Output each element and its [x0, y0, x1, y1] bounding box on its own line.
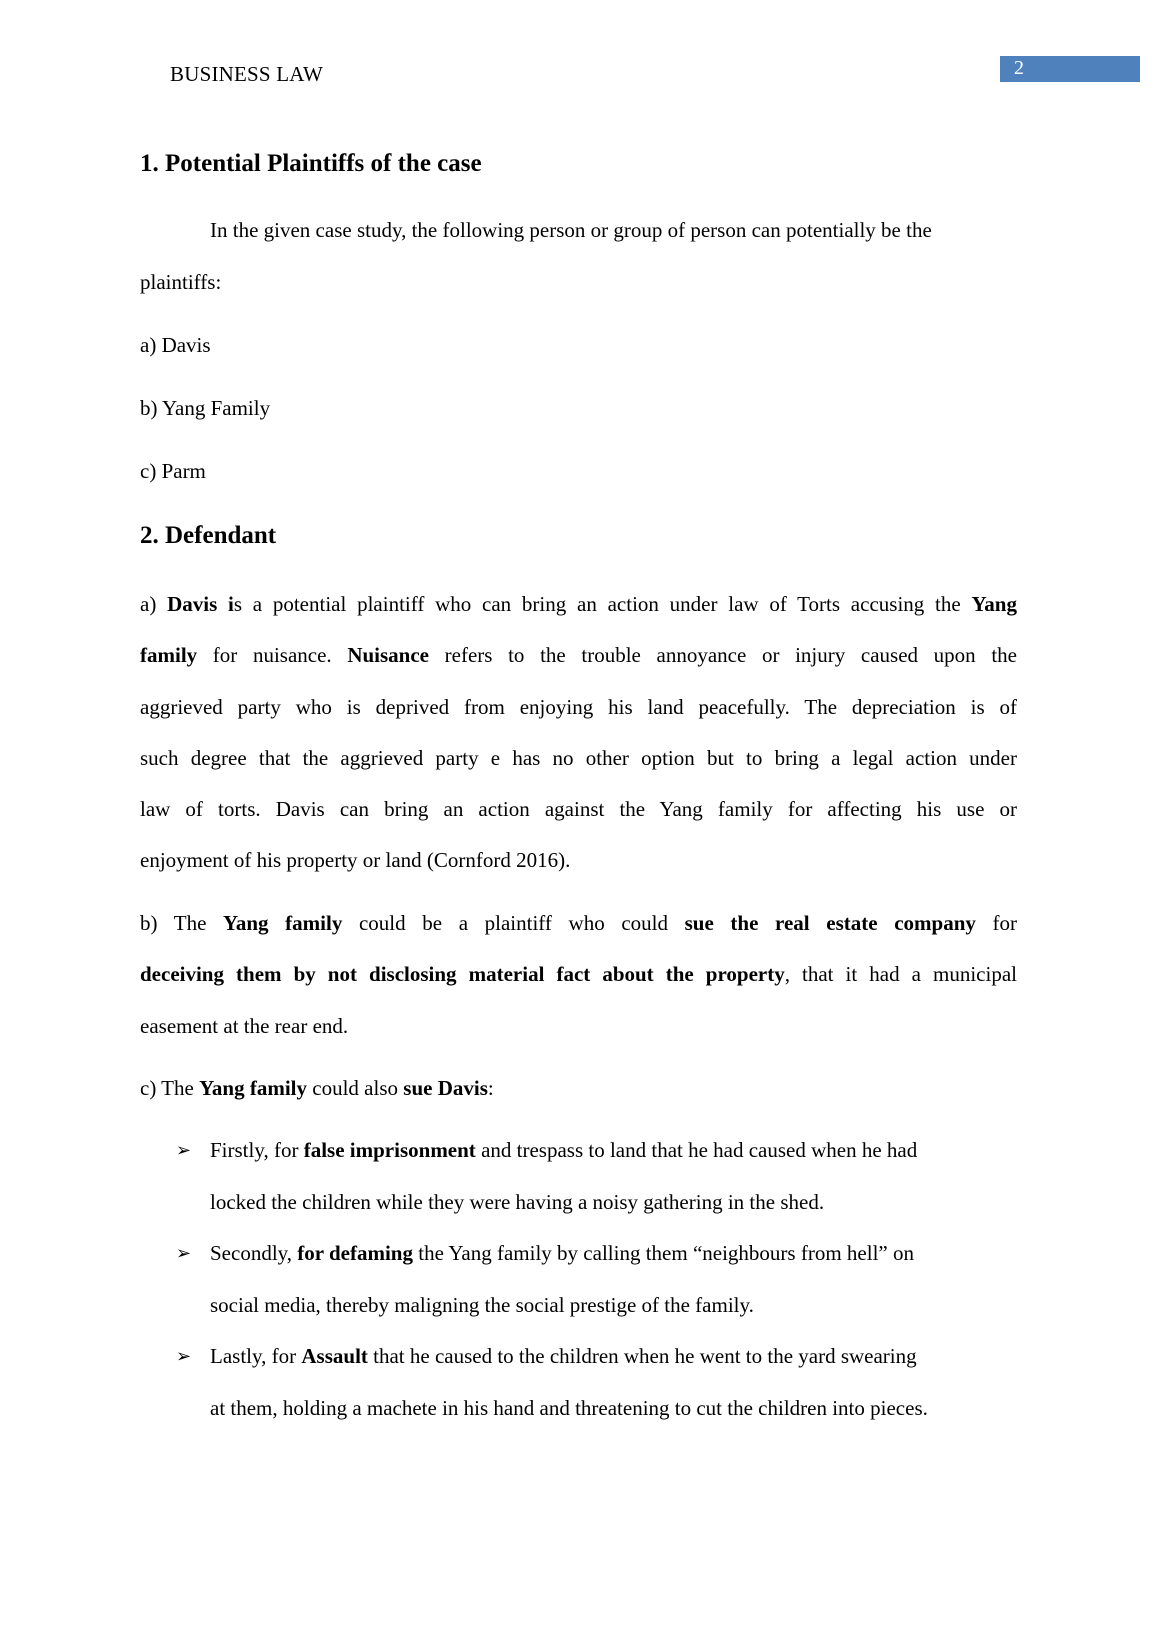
- bullet-3-line-1: Lastly, for Assault that he caused to the children when he went to the yard swearing: [210, 1344, 917, 1368]
- para-a-line-5: law of torts. Davis can bring an action against the Yang family for affecting his use or: [140, 797, 1017, 821]
- para-b-line-1: b) The Yang family could be a plaintiff who could sue the real estate company for: [140, 911, 1017, 935]
- para-b-line-3: easement at the rear end.: [140, 1014, 349, 1038]
- page-number: 2: [1014, 57, 1024, 79]
- arrow-bullet-icon: ➢: [176, 1140, 192, 1160]
- bullet-1-line-2: locked the children while they were having a noisy gathering in the shed.: [210, 1190, 825, 1214]
- section-1-intro-line-1: In the given case study, the following person or group of person can potentially be the: [210, 218, 932, 242]
- para-a-line-2: family for nuisance. Nuisance refers to the trouble annoyance or injury caused upon the: [140, 643, 1017, 667]
- section-2-heading: 2. Defendant: [140, 522, 277, 549]
- para-a-line-6: enjoyment of his property or land (Cornford 2016).: [140, 848, 571, 872]
- page-number-box: [1000, 56, 1140, 82]
- plaintiff-item-c: c) Parm: [140, 459, 206, 483]
- section-1-intro-line-2: plaintiffs:: [140, 270, 222, 294]
- para-a-line-4: such degree that the aggrieved party e has no other option but to bring a legal action under: [140, 746, 1017, 770]
- arrow-bullet-icon: ➢: [176, 1346, 192, 1366]
- para-a-line-3: aggrieved party who is deprived from enjoying his land peacefully. The depreciation is of: [140, 695, 1017, 719]
- running-header-title: BUSINESS LAW: [170, 62, 323, 86]
- para-b-line-2: deceiving them by not disclosing material fact about the property, that it had a municipal: [140, 962, 1017, 986]
- para-a-line-1: a) Davis is a potential plaintiff who can bring an action under law of Torts accusing the Yang: [140, 592, 1017, 616]
- plaintiff-item-a: a) Davis: [140, 333, 211, 357]
- bullet-2-line-1: Secondly, for defaming the Yang family by calling them “neighbours from hell” on: [210, 1241, 914, 1265]
- para-c-line: c) The Yang family could also sue Davis:: [140, 1076, 494, 1100]
- bullet-3-line-2: at them, holding a machete in his hand and threatening to cut the children into pieces.: [210, 1396, 928, 1420]
- bullet-1-line-1: Firstly, for false imprisonment and trespass to land that he had caused when he had: [210, 1138, 918, 1162]
- bullet-2-line-2: social media, thereby maligning the social prestige of the family.: [210, 1293, 754, 1317]
- section-1-heading: 1. Potential Plaintiffs of the case: [140, 150, 482, 177]
- plaintiff-item-b: b) Yang Family: [140, 396, 271, 420]
- arrow-bullet-icon: ➢: [176, 1243, 192, 1263]
